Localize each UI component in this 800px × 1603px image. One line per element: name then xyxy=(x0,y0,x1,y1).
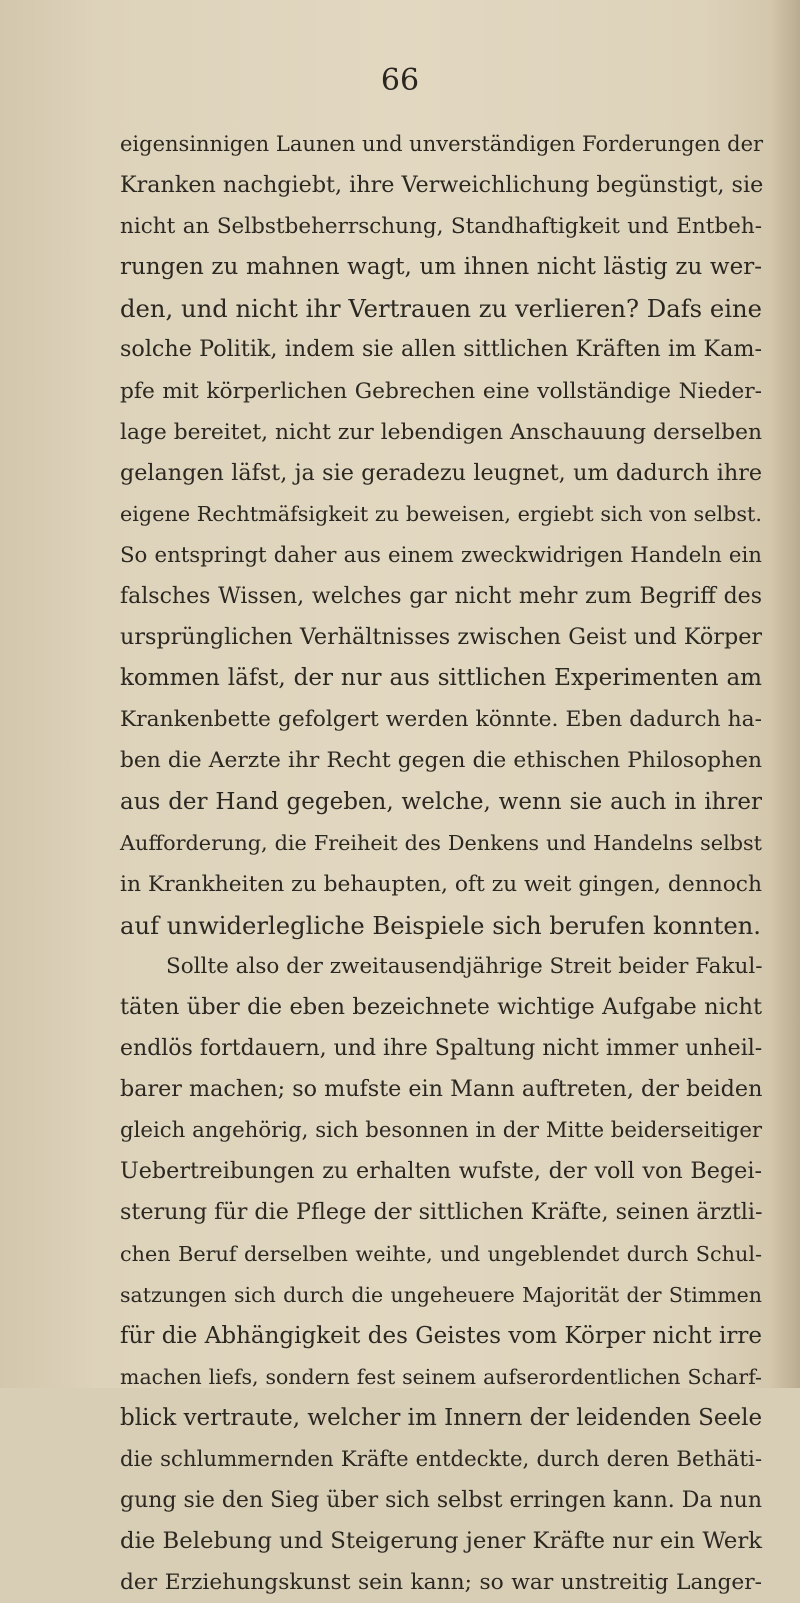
text-line: gelangen läfst, ja sie geradezu leugnet, um dadurch ihre xyxy=(120,459,762,486)
text-line: die Belebung und Steigerung jener Kräfte nur ein Werk xyxy=(120,1528,762,1555)
text-line: satzungen sich durch die ungeheuere Majorität der Stimmen xyxy=(120,1282,762,1307)
text-line: die schlummernden Kräfte entdeckte, durch deren Bethäti- xyxy=(120,1447,762,1472)
text-line: Aufforderung, die Freiheit des Denkens und Handelns selbst xyxy=(120,830,762,855)
text-line: in Krankheiten zu behaupten, oft zu weit gingen, dennoch xyxy=(120,871,762,897)
text-line: machen liefs, sondern fest seinem aufserordentlichen Scharf- xyxy=(120,1364,762,1389)
page-edge-shadow xyxy=(770,0,800,1388)
text-line: gung sie den Sieg über sich selbst erringen kann. Da nun xyxy=(120,1488,762,1514)
text-line: solche Politik, indem sie allen sittlichen Kräften im Kam- xyxy=(120,336,762,363)
body-text xyxy=(120,124,762,1603)
text-line: kommen läfst, der nur aus sittlichen Experimenten am xyxy=(120,665,762,692)
text-line: Kranken nachgiebt, ihre Verweichlichung begünstigt, sie xyxy=(120,172,764,199)
page-number: 66 xyxy=(380,63,420,98)
text-line: chen Beruf derselben weihte, und ungeblendet durch Schul- xyxy=(120,1241,762,1266)
text-line: Krankenbette gefolgert werden könnte. Eben dadurch ha- xyxy=(120,707,762,733)
text-line: ben die Aerzte ihr Recht gegen die ethischen Philosophen xyxy=(120,748,762,774)
text-line: Sollte also der zweitausendjährige Streit beider Fakul- xyxy=(166,953,763,979)
text-line: endlös fortdauern, und ihre Spaltung nicht immer unheil- xyxy=(120,1036,763,1062)
text-line: den, und nicht ihr Vertrauen zu verlieren? Dafs eine xyxy=(120,294,762,324)
text-line: auf unwiderlegliche Beispiele sich berufen konnten. xyxy=(120,910,761,940)
text-line: gleich angehörig, sich besonnen in der Mitte beiderseitiger xyxy=(120,1118,763,1144)
text-line: blick vertraute, welcher im Innern der leidenden Seele xyxy=(120,1404,763,1431)
text-line: der Erziehungskunst sein kann; so war unstreitig Langer- xyxy=(120,1570,762,1596)
text-line: pfe mit körperlichen Gebrechen eine vollständige Nieder- xyxy=(120,378,762,404)
text-line: So entspringt daher aus einem zweckwidrigen Handeln ein xyxy=(120,542,762,568)
text-line: lage bereitet, nicht zur lebendigen Anschauung derselben xyxy=(120,419,762,445)
text-line: eigensinnigen Launen und unverständigen Forderungen der xyxy=(120,132,764,156)
text-line: täten über die eben bezeichnete wichtige Aufgabe nicht xyxy=(120,993,762,1020)
text-line: Uebertreibungen zu erhalten wufste, der voll von Begei- xyxy=(120,1158,762,1185)
text-line: rungen zu mahnen wagt, um ihnen nicht lästig zu wer- xyxy=(120,254,762,281)
text-line: für die Abhängigkeit des Geistes vom Körper nicht irre xyxy=(120,1322,762,1349)
text-line: aus der Hand gegeben, welche, wenn sie auch in ihrer xyxy=(120,788,762,815)
text-line: barer machen; so mufste ein Mann auftreten, der beiden xyxy=(120,1076,763,1103)
text-line: eigene Rechtmäfsigkeit zu beweisen, ergiebt sich von selbst. xyxy=(120,501,762,526)
text-line: sterung für die Pflege der sittlichen Kräfte, seinen ärztli- xyxy=(120,1199,763,1226)
text-line: nicht an Selbstbeherrschung, Standhaftigkeit und Entbeh- xyxy=(120,214,762,240)
text-line: falsches Wissen, welches gar nicht mehr zum Begriff des xyxy=(120,584,762,610)
text-line: ursprünglichen Verhältnisses zwischen Geist und Körper xyxy=(120,624,762,651)
